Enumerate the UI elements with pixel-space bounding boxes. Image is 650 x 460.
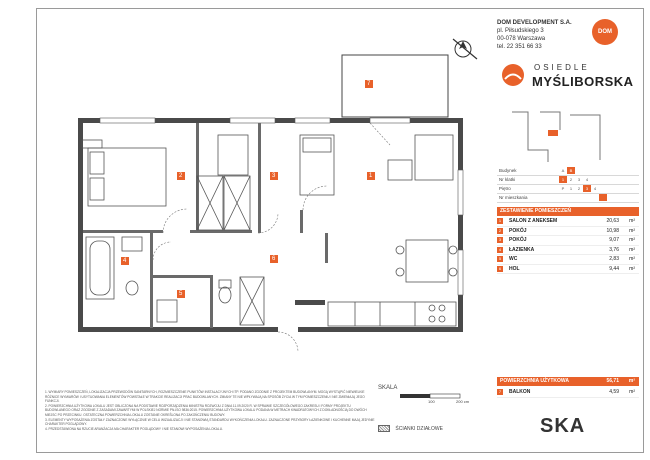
door-swings <box>153 123 390 352</box>
param-cell <box>583 194 591 201</box>
param-cell <box>567 194 575 201</box>
site-thumbnail <box>512 112 600 162</box>
room-name: POKÓJ <box>509 227 527 234</box>
room-area: 20,63 <box>606 218 619 224</box>
room-number: 3 <box>498 237 502 242</box>
bed-room2 <box>82 140 166 206</box>
param-cell: 2 <box>577 186 581 191</box>
param-label: Budynek <box>499 168 517 173</box>
balcony-unit: m² <box>629 389 635 395</box>
notes <box>45 390 375 431</box>
plan-label-4: 4 <box>123 258 127 264</box>
balcony-area: 4,59 <box>609 389 619 395</box>
plan-label-7: 7 <box>367 81 371 87</box>
project-mark-icon <box>500 62 526 88</box>
company-phone: tel. 22 351 66 33 <box>497 44 542 50</box>
bathroom-fixtures <box>86 237 231 322</box>
param-cell: 3 <box>583 185 591 192</box>
note-3: 3. ELEMENTY WYPOSAŻENIA ZOSTAŁY ZAZNACZONE WYŁĄCZNIE W CELU WIZUALIZACJI I NIE STANOWIĄ STANDARDU WYKOŃCZENIA LOKALU. ZAZNACZONE PRZYBORY ŁAZIENKOWE I KUCHENNE MAJĄ JEDYNIE CHARAKTER POGLĄDOWY. <box>45 417 375 427</box>
room-name: ŁAZIENKA <box>509 246 535 253</box>
dom-logo: DOM <box>592 19 618 45</box>
params-table <box>497 167 639 203</box>
legend <box>378 425 443 432</box>
param-row <box>497 194 639 203</box>
balcony-num: 7 <box>498 389 502 394</box>
ska-logo: SKA <box>540 415 586 437</box>
param-cell: P <box>561 186 565 191</box>
room-markers <box>121 80 375 298</box>
total-area: 56,71 <box>606 378 619 384</box>
param-cell: A <box>561 168 565 173</box>
company-address1: pl. Piłsudskiego 3 <box>497 28 544 34</box>
project-top-text: OSIEDLE <box>534 63 590 72</box>
param-cell <box>575 194 583 201</box>
total-label: POWIERZCHNIA UŻYTKOWA <box>500 378 569 384</box>
param-cell: 4 <box>593 186 597 191</box>
param-cell: 1 <box>559 176 567 183</box>
param-row <box>497 185 639 194</box>
room-name: POKÓJ <box>509 237 527 243</box>
room-area: 3,76 <box>609 246 619 253</box>
total-row <box>497 377 639 386</box>
param-cell <box>559 194 567 201</box>
room-area: 9,44 <box>609 265 619 272</box>
plan-label-3: 3 <box>272 173 276 179</box>
scale <box>378 385 488 405</box>
scale-tick-200: 200 cm <box>456 399 470 404</box>
room-area: 10,98 <box>606 227 619 234</box>
plan-label-5: 5 <box>179 291 183 297</box>
scale-label: SKALA <box>378 385 398 391</box>
param-cell: 4 <box>585 177 589 182</box>
plan-label-1: 1 <box>369 173 373 179</box>
param-cell <box>591 194 599 201</box>
room-unit: m² <box>629 237 635 243</box>
param-cell: 3 <box>577 177 581 182</box>
room-name: SALON Z ANEKSEM <box>509 218 558 224</box>
windows <box>100 118 463 295</box>
room-area: 9,07 <box>609 237 619 243</box>
company-info <box>497 19 572 51</box>
project-name: MYŚLIBORSKA <box>532 74 634 89</box>
bed-room3 <box>218 135 334 195</box>
note-4: 4. PRZEDSTAWIONA NA RZUCIE ARANŻACJA MA CHARAKTER POGLĄDOWY I NIE STANOWI WYPOSAŻENIA LOKALU. <box>45 426 223 431</box>
room-row <box>497 227 639 237</box>
note-1: 1. WYMIARY POMIESZCZEŃ, LOKALIZACJA PRZEWODÓW SANITARNYCH, ROZMIESZCZENIE PUNKTÓW INSTALACYJNYCH ITP. PODANO ZGODNIE Z PROJEKTEM BUDOWLANYM. MOGĄ WYSTĄPIĆ NIEWIELKIE RÓŻNICE WYMIARÓW I USYTUOWANIA ELEMENTÓW POWSTAŁE W TRAKCIE REALIZACJI PRAC BUDOWLANYCH. ZMIANY TE NIE WPŁYWAJĄ NA SPOSÓB ŻYCIA W TYM POMIESZCZENIU I NIE ZMIENIAJĄ JEGO FUNKCJI. <box>45 390 365 404</box>
room-number: 2 <box>498 227 502 233</box>
room-unit: m² <box>629 265 635 272</box>
plan-label-6: 6 <box>272 256 276 262</box>
outer-walls <box>78 118 463 332</box>
scale-tick-100: 100 <box>428 399 435 404</box>
total-unit: m² <box>628 378 635 384</box>
living-furniture <box>388 135 457 282</box>
param-label: Piętro <box>499 186 511 191</box>
company-name: DOM DEVELOPMENT S.A. <box>497 20 572 26</box>
room-unit: m² <box>629 218 635 224</box>
kitchen <box>328 302 456 326</box>
room-number: 1 <box>498 218 502 223</box>
room-row <box>497 217 639 227</box>
project-logo <box>500 60 634 100</box>
plan-label-2: 2 <box>179 173 183 179</box>
company-address2: 00-078 Warszawa <box>497 36 546 42</box>
param-cell: 2 <box>569 177 573 182</box>
balcony-name: BALKON <box>509 389 531 395</box>
closets <box>197 176 264 325</box>
room-name: HOL <box>509 265 520 272</box>
param-cell: 1 <box>569 186 573 191</box>
rooms-header: ZESTAWIENIE POMIESZCZEŃ <box>497 207 639 216</box>
param-label: Nr mieszkania <box>499 195 528 200</box>
room-unit: m² <box>629 227 635 234</box>
param-row <box>497 167 639 176</box>
balcony-row <box>497 388 639 398</box>
param-cell <box>599 194 607 201</box>
interior-walls <box>83 123 328 328</box>
note-2: 2. POWIERZCHNIA UŻYTKOWA LOKALU JEST OBLICZONA NA PODSTAWIE ROZPORZĄDZENIA MINISTRA ROZWOJU Z DNIA 11.09.2020 R. W SPRAWIE SZCZEGÓŁOWEGO ZAKRESU I FORMY PROJEKTU BUDOWLANEGO ORAZ ZGODNIE Z ZASADAMI ZAWARTYMI W POLSKIEJ NORMIE PN-ISO 9836:2015. POWIERZCHNIA UŻYTKOWA LOKALU PODANA W METRACH KWADRATOWYCH Z DOKŁADNOŚCIĄ DO DWÓCH MIEJSC PO PRZECINKU. OSTATECZNA POWIERZCHNIA LOKALU ZOSTANIE OKREŚLONA PO ZAKOŃCZENIU BUDOWY. <box>45 403 367 417</box>
room-number: 6 <box>498 265 502 271</box>
param-cell: B <box>567 167 575 174</box>
north-arrow-icon <box>447 35 483 63</box>
param-row <box>497 176 639 185</box>
room-row <box>497 265 639 275</box>
partition-swatch <box>378 425 390 432</box>
room-name: WC <box>509 256 518 262</box>
room-area: 2,83 <box>609 256 619 262</box>
room-row <box>497 255 639 265</box>
param-label: Nr klatki <box>499 177 516 182</box>
balcony-outline <box>342 55 448 117</box>
room-row <box>497 236 639 246</box>
room-unit: m² <box>629 256 635 262</box>
rooms-list <box>497 217 639 274</box>
room-row <box>497 246 639 256</box>
room-number: 4 <box>498 246 502 252</box>
room-unit: m² <box>629 246 635 253</box>
legend-partition: ŚCIANKI DZIAŁOWE <box>395 425 443 432</box>
room-number: 5 <box>498 256 502 261</box>
